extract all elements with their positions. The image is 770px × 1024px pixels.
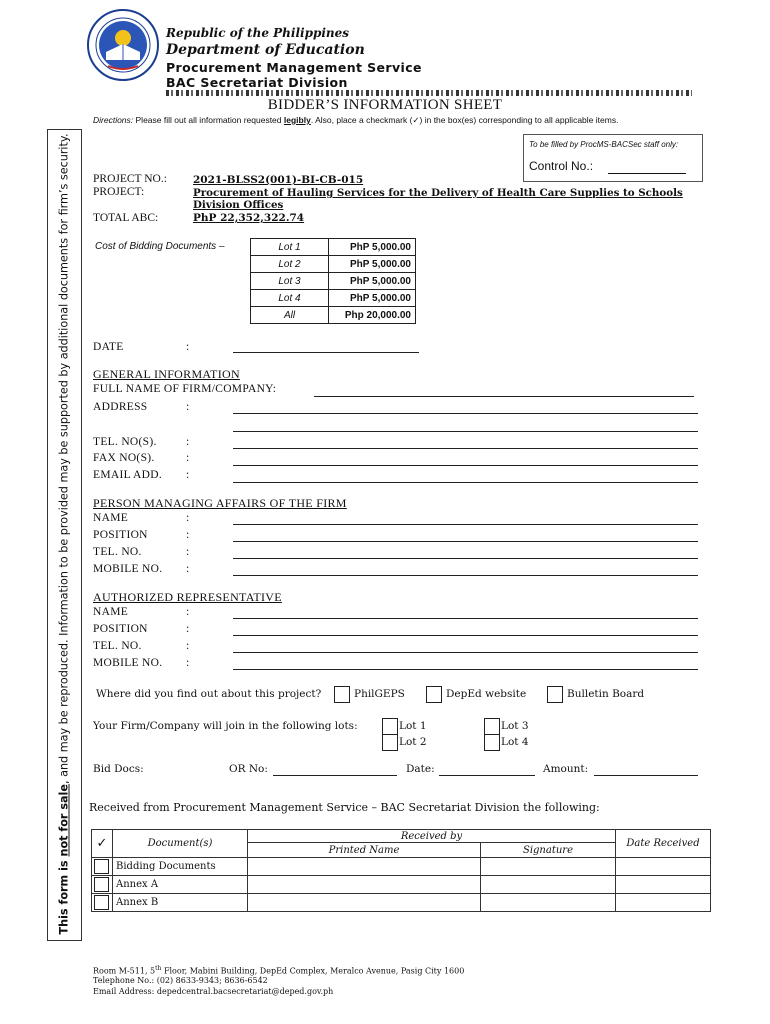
amount-label: Amount: <box>543 763 589 775</box>
table-row <box>92 858 711 876</box>
lot2-label: Lot 2 <box>399 736 427 748</box>
cost-row <box>251 239 416 256</box>
cost-lot: All <box>251 307 329 324</box>
deped-website-label: DepEd website <box>446 688 527 700</box>
signature-cell[interactable] <box>481 858 616 876</box>
cost-label: Cost of Bidding Documents – <box>95 241 225 252</box>
annex-a-checkbox[interactable] <box>94 877 109 892</box>
deped-seal-logo <box>86 8 160 82</box>
colon: : <box>186 546 190 558</box>
philgeps-checkbox[interactable] <box>334 686 350 703</box>
project-no-label: PROJECT NO.: <box>93 173 167 185</box>
managing-mobile-label: MOBILE NO. <box>93 563 163 575</box>
or-no-label: OR No: <box>229 763 268 775</box>
cost-amount: PhP 5,000.00 <box>329 256 416 273</box>
managing-tel-label: TEL. NO. <box>93 546 142 558</box>
cost-row <box>251 256 416 273</box>
bid-docs-label: Bid Docs: <box>93 763 144 775</box>
bid-date-label: Date: <box>406 763 435 775</box>
date-received-cell[interactable] <box>616 876 711 894</box>
tel-field[interactable] <box>233 448 698 449</box>
firm-name-field[interactable] <box>314 396 694 397</box>
managing-mobile-field[interactable] <box>233 575 698 576</box>
check-cell <box>92 858 113 876</box>
date-received-cell[interactable] <box>616 858 711 876</box>
documents-header: Document(s) <box>113 830 248 858</box>
cost-lot: Lot 2 <box>251 256 329 273</box>
received-intro: Received from Procurement Management Service – BAC Secretariat Division the following: <box>89 801 600 814</box>
date-received-header: Date Received <box>616 830 711 858</box>
printed-name-cell[interactable] <box>248 894 481 912</box>
managing-tel-field[interactable] <box>233 558 698 559</box>
document-name: Annex A <box>113 876 248 894</box>
authorized-position-label: POSITION <box>93 623 148 635</box>
lots-question: Your Firm/Company will join in the following lots: <box>93 720 358 732</box>
signature-header: Signature <box>481 843 616 858</box>
tel-label: TEL. NO(S). <box>93 436 157 448</box>
authorized-mobile-field[interactable] <box>233 669 698 670</box>
cost-row <box>251 273 416 290</box>
managing-position-field[interactable] <box>233 541 698 542</box>
control-no-label: Control No.: <box>529 159 594 173</box>
cost-row <box>251 290 416 307</box>
date-received-cell[interactable] <box>616 894 711 912</box>
document-name: Annex B <box>113 894 248 912</box>
managing-name-field[interactable] <box>233 524 698 525</box>
date-label: DATE <box>93 341 124 353</box>
printed-name-header: Printed Name <box>248 843 481 858</box>
address-label: ADDRESS <box>93 401 148 413</box>
authorized-name-label: NAME <box>93 606 129 618</box>
lot3-label: Lot 3 <box>501 720 529 732</box>
lot4-label: Lot 4 <box>501 736 529 748</box>
authorized-mobile-label: MOBILE NO. <box>93 657 163 669</box>
address-field-line2[interactable] <box>233 431 698 432</box>
managing-name-label: NAME <box>93 512 129 524</box>
signature-cell[interactable] <box>481 876 616 894</box>
printed-name-cell[interactable] <box>248 858 481 876</box>
or-no-field[interactable] <box>273 775 397 776</box>
staff-only-note: To be filled by ProcMS-BACSec staff only: <box>529 140 679 149</box>
managing-heading: PERSON MANAGING AFFAIRS OF THE FIRM <box>93 496 347 510</box>
colon: : <box>186 469 190 481</box>
colon: : <box>186 623 190 635</box>
lot1-label: Lot 1 <box>399 720 427 732</box>
find-out-question: Where did you find out about this project? <box>96 688 322 700</box>
managing-position-label: POSITION <box>93 529 148 541</box>
header-department: Department of Education <box>166 42 365 58</box>
colon: : <box>186 529 190 541</box>
cost-lot: Lot 3 <box>251 273 329 290</box>
colon: : <box>186 512 190 524</box>
authorized-name-field[interactable] <box>233 618 698 619</box>
page-title: BIDDER’S INFORMATION SHEET <box>267 97 503 113</box>
table-row <box>92 876 711 894</box>
project-value-line1: Procurement of Hauling Services for the Delivery of Health Care Supplies to Schools <box>193 187 683 199</box>
cost-table <box>250 238 416 324</box>
authorized-tel-field[interactable] <box>233 652 698 653</box>
cost-amount: Php 20,000.00 <box>329 307 416 324</box>
cost-amount: PhP 5,000.00 <box>329 273 416 290</box>
cost-lot: Lot 4 <box>251 290 329 307</box>
side-note: This form is not for sale, and may be reproduced. Information to be provided may be supported by additional documents for firm’s security. <box>57 133 71 935</box>
colon: : <box>186 657 190 669</box>
date-field[interactable] <box>233 352 419 353</box>
footer-telephone: Telephone No.: (02) 8633-9343; 8636-6542 <box>93 976 268 985</box>
colon: : <box>186 606 190 618</box>
control-no-field[interactable] <box>608 173 686 174</box>
colon: : <box>186 640 190 652</box>
header-service: Procurement Management Service <box>166 60 422 75</box>
header-division: BAC Secretariat Division <box>166 75 348 90</box>
philgeps-label: PhilGEPS <box>354 688 405 700</box>
colon: : <box>186 436 190 448</box>
email-label: EMAIL ADD. <box>93 469 163 481</box>
authorized-heading: AUTHORIZED REPRESENTATIVE <box>93 590 282 604</box>
colon: : <box>186 401 190 413</box>
firm-name-label: FULL NAME OF FIRM/COMPANY: <box>93 383 277 395</box>
received-table <box>91 829 711 912</box>
header-ornament-divider <box>166 90 692 96</box>
bulletin-board-label: Bulletin Board <box>567 688 645 700</box>
project-value-line2: Division Offices <box>193 199 284 211</box>
cost-row <box>251 307 416 324</box>
project-no-value: 2021-BLSS2(001)-BI-CB-015 <box>193 174 364 186</box>
authorized-position-field[interactable] <box>233 635 698 636</box>
bid-date-field[interactable] <box>439 775 535 776</box>
cost-amount: PhP 5,000.00 <box>329 239 416 256</box>
check-header: ✓ <box>92 830 113 858</box>
email-field[interactable] <box>233 482 698 483</box>
lot4-checkbox[interactable] <box>484 734 500 751</box>
received-by-header: Received by <box>248 830 616 843</box>
check-cell <box>92 894 113 912</box>
lot2-checkbox[interactable] <box>382 734 398 751</box>
header-republic: Republic of the Philippines <box>166 26 350 40</box>
bulletin-board-checkbox[interactable] <box>547 686 563 703</box>
cost-lot: Lot 1 <box>251 239 329 256</box>
authorized-tel-label: TEL. NO. <box>93 640 142 652</box>
footer-email: Email Address: depedcentral.bacsecretariat@deped.gov.ph <box>93 987 334 996</box>
colon: : <box>186 341 190 353</box>
deped-website-checkbox[interactable] <box>426 686 442 703</box>
general-heading: GENERAL INFORMATION <box>93 367 240 381</box>
annex-b-checkbox[interactable] <box>94 895 109 910</box>
colon: : <box>186 452 190 464</box>
directions-text: Directions: Please fill out all information requested legibly. Also, place a checkmark (✓) in the box(es) corresponding to all applicable items. <box>93 115 619 125</box>
check-cell <box>92 876 113 894</box>
printed-name-cell[interactable] <box>248 876 481 894</box>
total-abc-value: PhP 22,352,322.74 <box>193 212 305 224</box>
project-label: PROJECT: <box>93 186 145 198</box>
address-field[interactable] <box>233 413 698 414</box>
total-abc-label: TOTAL ABC: <box>93 212 159 224</box>
lot1-checkbox[interactable] <box>382 718 398 735</box>
fax-label: FAX NO(S). <box>93 452 155 464</box>
bidding-documents-checkbox[interactable] <box>94 859 109 874</box>
signature-cell[interactable] <box>481 894 616 912</box>
fax-field[interactable] <box>233 465 698 466</box>
lot3-checkbox[interactable] <box>484 718 500 735</box>
table-row <box>92 894 711 912</box>
colon: : <box>186 563 190 575</box>
document-name: Bidding Documents <box>113 858 248 876</box>
cost-amount: PhP 5,000.00 <box>329 290 416 307</box>
footer-address: Room M-511, 5th Floor, Mabini Building, DepEd Complex, Meralco Avenue, Pasig City 1600 <box>93 965 465 976</box>
amount-field[interactable] <box>594 775 698 776</box>
